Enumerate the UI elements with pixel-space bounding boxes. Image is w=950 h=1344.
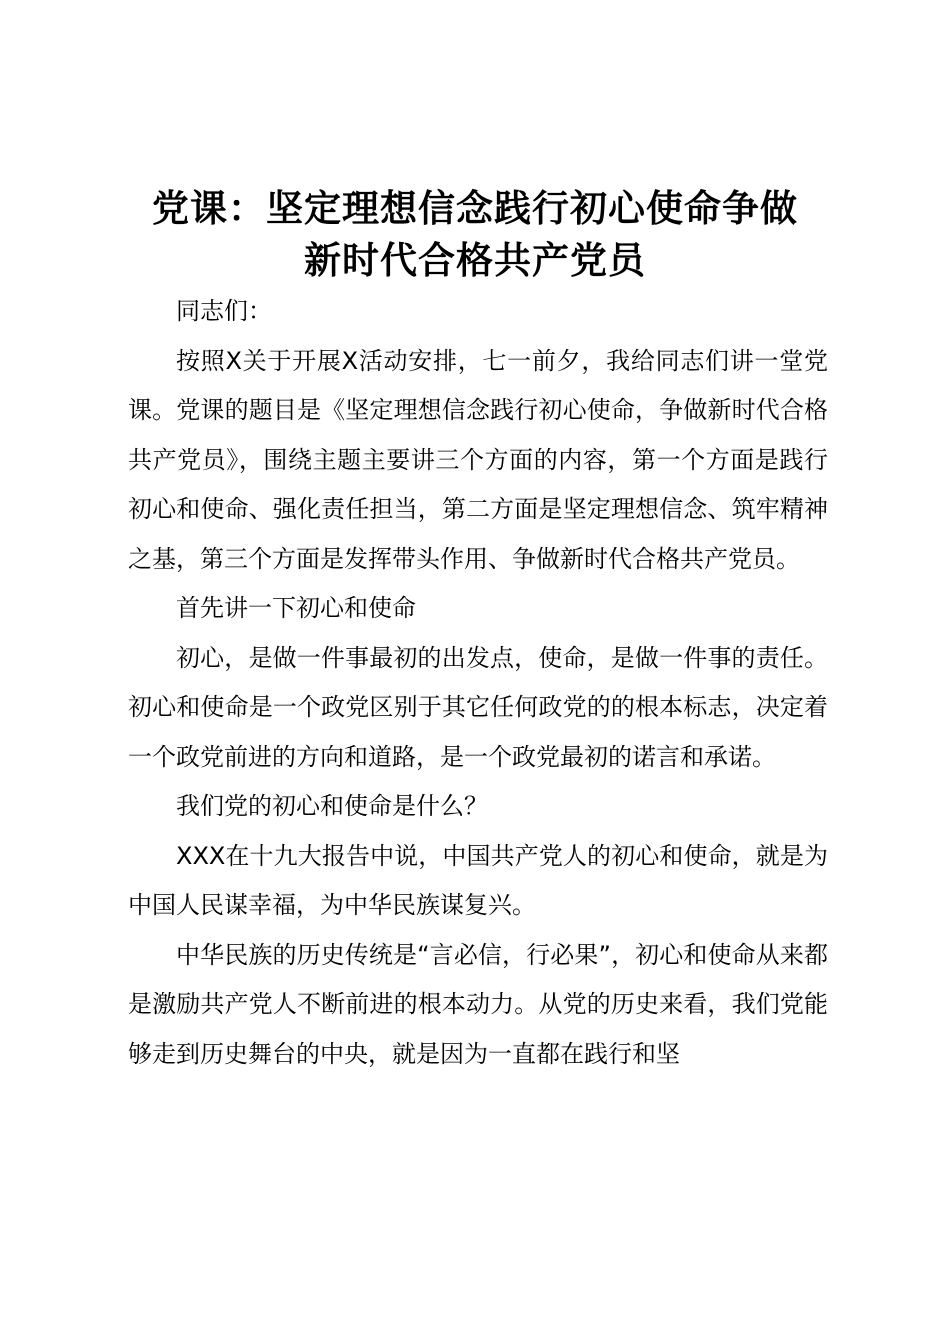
paragraph-question: 我们党的初心和使命是什么？ [176, 792, 488, 820]
paragraph-answer: XXX在十九大报告中说，中国共产党人的初心和使命，就是为中国人民谋幸福，为中华民族谋复兴。 [128, 841, 828, 919]
title-line-2: 新时代合格共产党员 [304, 239, 646, 282]
paragraph-history: 中华民族的历史传统是“言必信，行必果”，初心和使命从来都是激励共产党人不断前进的根本动力。从党的历史来看，我们党能够走到历史舞台的中央，就是因为一直都在践行和坚 [128, 940, 828, 1068]
paragraph-intro: 按照X关于开展X活动安排，七一前夕，我给同志们讲一堂党课。党课的题目是《坚定理想信念践行初心使命，争做新时代合格共产党员》，围绕主题主要讲三个方面的内容，第一个方面是践行初心和使命、强化责任担当，第二方面是坚定理想信念、筑牢精神之基，第三个方面是发挥带头作用、争做新时代合格共产党员。 [128, 346, 828, 573]
title-line-1: 党课：坚定理想信念践行初心使命争做 [152, 187, 798, 230]
paragraph-definition: 初心，是做一件事最初的出发点，使命，是做一件事的责任。初心和使命是一个政党区别于其它任何政党的的根本标志，决定着一个政党前进的方向和道路，是一个政党最初的诺言和承诺。 [128, 643, 828, 771]
salutation: 同志们： [176, 297, 272, 325]
section-heading: 首先讲一下初心和使命 [176, 594, 416, 622]
document-title [100, 183, 850, 287]
document-body [128, 287, 828, 1079]
